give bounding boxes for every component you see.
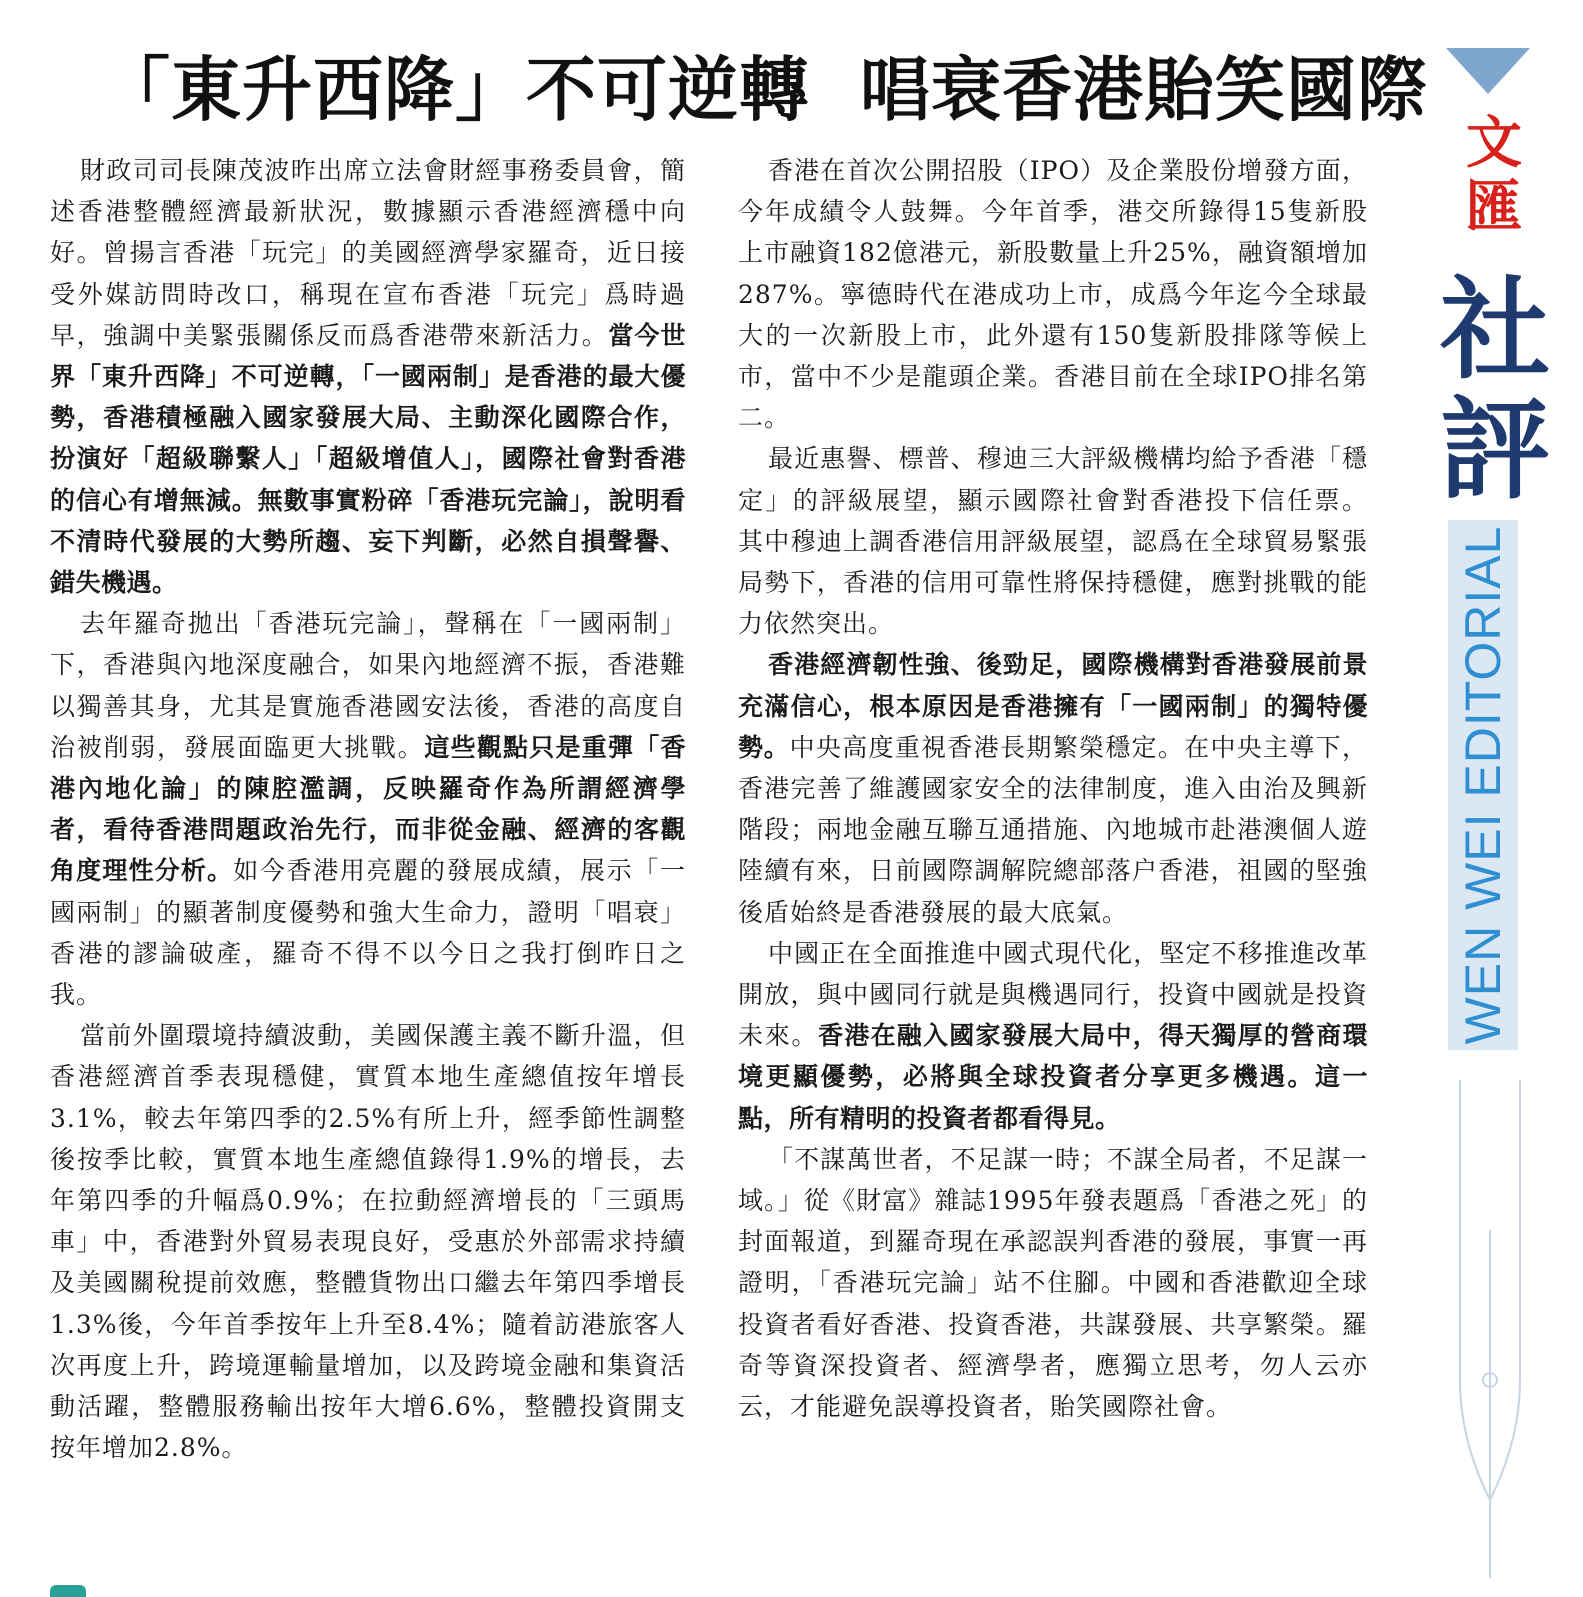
english-section-label: WEN WEI EDITORIAL — [1455, 525, 1511, 1045]
article-column-left — [50, 150, 686, 1469]
body-text: 最近惠譽、標普、穆迪三大評級機構均給予香港「穩定」的評級展望，顯示國際社會對香港投下信任票。 其中穆迪上調香港信用評級展望，認爲在全球貿易緊張局勢下，香港的信用可靠性將保持穩健，應對挑戰的能力依然突出。 — [738, 444, 1368, 639]
body-text: 當前外圍環境持續波動，美國保護主義不斷升溫，但香港經濟首季表現穩健，實質本地生產總值按年增長3.1%，較去年第四季的2.5%有所上升，經季節性調整後按季比較，實質本地生產總值錄得1.9%的增長，去年第四季的升幅爲0.9%；在拉動經濟增長的「三頭馬車」中，香港對外貿易表現良好，受惠於外部需求持續及美國關稅提前效應，整體貨物出口繼去年第四季增長1.3%後，今年首季按年上升至8.4%；隨着訪港旅客人次再度上升，跨境運輸量增加，以及跨境金融和集資活動活躍，整體服務輸出按年大增6.6%，整體投資開支按年增加2.8%。 — [50, 1021, 686, 1463]
article-paragraph — [738, 438, 1368, 644]
article-paragraph — [50, 1015, 686, 1468]
emphasis-text: 這些觀點只是重彈「香港內地化論」的陳腔濫調，反映羅奇作為所謂經濟學者，看待香港問題政治先行，而非從金融、經濟的客觀角度理性分析。 — [50, 732, 686, 886]
article-column-right — [738, 150, 1368, 1427]
headline-part-1: 「東升西降」不可逆轉 — [100, 49, 810, 131]
triangle-marker-icon — [1446, 48, 1530, 94]
wen-wei-logo — [1444, 112, 1544, 240]
pen-nib-icon — [1440, 1080, 1540, 1580]
headline-part-2: 唱衰香港貽笑國際 — [860, 49, 1428, 131]
logo-char: 文 — [1466, 111, 1522, 176]
editorial-sidebar — [1430, 40, 1560, 1580]
article-paragraph — [50, 603, 686, 1015]
logo-char: 匯 — [1466, 175, 1522, 240]
article-paragraph — [738, 1139, 1368, 1427]
section-title — [1430, 266, 1560, 514]
article-paragraph — [738, 150, 1368, 438]
emphasis-text: 香港經濟韌性強、後勁足，國際機構對香港發展前景充滿信心，根本原因是香港擁有「一國兩制」的獨特優勢。 — [738, 650, 1368, 762]
emphasis-text: 香港在融入國家發展大局中，得天獨厚的營商環境更顯優勢，必將與全球投資者分享更多機遇。這一點，所有精明的投資者都看得見。 — [738, 1021, 1368, 1133]
body-text: 如今香港用亮麗的發展成績，展示「一國兩制」的顯著制度優勢和強大生命力，證明「唱衰」香港的謬論破產，羅奇不得不以今日之我打倒昨日之我。 — [50, 856, 686, 1010]
emphasis-text: 當今世界「東升西降」不可逆轉，「一國兩制」是香港的最大優勢，香港積極融入國家發展大局、主動深化國際合作，扮演好「超級聯繫人」「超級增值人」，國際社會對香港的信心有增無減。無數事實粉碎「香港玩完論」，說明看不清時代發展的大勢所趨、妄下判斷，必然自損聲譽、錯失機遇。 — [50, 320, 686, 598]
body-text: 中國正在全面推進中國式現代化，堅定不移推進改革開放，與中國同行就是與機遇同行，投資中國就是投資未來。 — [738, 938, 1368, 1051]
body-text: 財政司司長陳茂波昨出席立法會財經事務委員會，簡述香港整體經濟最新狀況，數據顯示香港經濟穩中向好。曾揚言香港「玩完」的美國經濟學家羅奇，近日接受外媒訪問時改口，稱現在宣布香港「玩完」爲時過早，強調中美緊張關係反而爲香港帶來新活力。 — [50, 156, 686, 350]
section-title-char: 社 — [1440, 266, 1550, 394]
article-paragraph — [738, 644, 1368, 932]
body-text: 去年羅奇拋出「香港玩完論」，聲稱在「一國兩制」下，香港與內地深度融合，如果內地經濟不振，香港難以獨善其身，尤其是實施香港國安法後，香港的高度自治被削弱，發展面臨更大挑戰。 — [50, 609, 686, 762]
headline — [100, 42, 1428, 138]
section-title-char: 評 — [1440, 386, 1550, 514]
article-paragraph — [50, 150, 686, 603]
article-paragraph — [738, 933, 1368, 1139]
body-text: 中央高度重視香港長期繁榮穩定。在中央主導下，香港完善了維護國家安全的法律制度，進入由治及興新階段；兩地金融互聯互通措施、內地城市赴港澳個人遊陸續有來，日前國際調解院總部落户香港，祖國的堅強後盾始終是香港發展的最大底氣。 — [738, 732, 1368, 927]
corner-accent — [50, 1585, 86, 1597]
body-text: 香港在首次公開招股（IPO）及企業股份增發方面，今年成績令人鼓舞。今年首季，港交所錄得15隻新股上市融資182億港元，新股數量上升25%，融資額增加287%。寧德時代在港成功上市，成爲今年迄今全球最大的一次新股上市，此外還有150隻新股排隊等候上市，當中不少是龍頭企業。香港目前在全球IPO排名第二。 — [738, 156, 1368, 433]
body-text: 「不謀萬世者，不足謀一時；不謀全局者，不足謀一域。」從《財富》雜誌1995年發表題爲「香港之死」的封面報道，到羅奇現在承認誤判香港的發展，事實一再證明，「香港玩完論」站不住腳。中國和香港歡迎全球投資者看好香港、投資香港，共謀發展、共享繁榮。羅奇等資深投資者、經濟學者，應獨立思考，勿人云亦云，才能避免誤導投資者，貽笑國際社會。 — [738, 1144, 1368, 1422]
